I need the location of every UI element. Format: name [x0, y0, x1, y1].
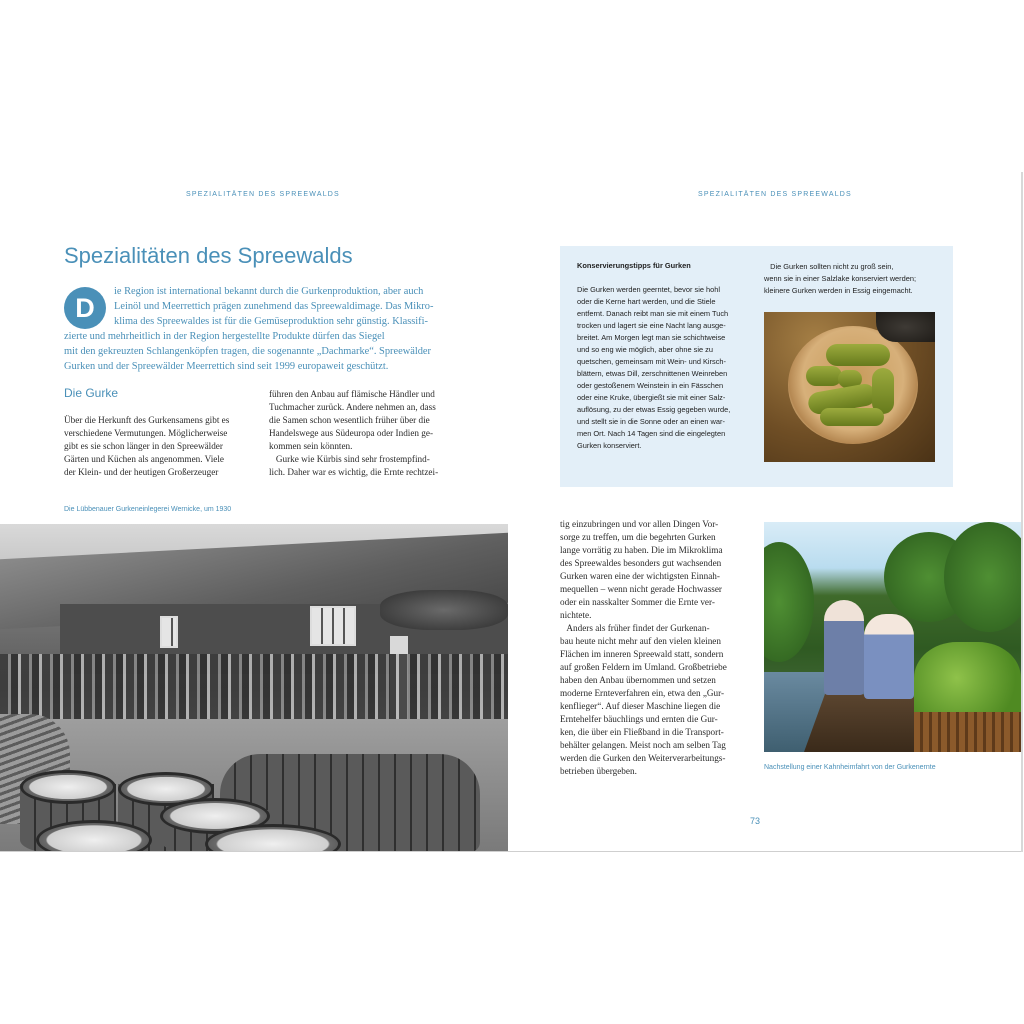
body-line: kommen sein könnten.	[269, 441, 353, 451]
photo-tree	[944, 522, 1021, 632]
body-line: Gurke wie Kürbis sind sehr frostempfind-	[269, 454, 430, 464]
dropcap: D	[64, 287, 106, 329]
photo-window	[310, 606, 356, 646]
photo-workers-crowd	[0, 654, 508, 724]
body-line: haben den Anbau übernommen und setzen	[560, 675, 716, 685]
body-line: tig einzubringen und vor allen Dingen Vor-	[560, 519, 719, 529]
box-line: Gurken konserviert.	[577, 441, 642, 450]
box-line: wenn sie in einer Salzlake konserviert werden;	[764, 274, 916, 283]
page-title: Spezialitäten des Spreewalds	[64, 243, 353, 268]
body-line: Tuchmacher zurück. Andere nehmen an, dass	[269, 402, 436, 412]
photo-pickle	[820, 408, 884, 426]
body-line: der Klein- und der heutigen Großerzeuger	[64, 467, 219, 477]
body-line: lange vorrätig zu haben. Die im Mikroklima	[560, 545, 723, 555]
body-line: Über die Herkunft des Gurkensamens gibt es	[64, 415, 230, 425]
caption-boat-photo: Nachstellung einer Kahnheimfahrt von der Gurkenernte	[764, 764, 936, 771]
photo-basket	[914, 712, 1021, 752]
spreewald-boat-harvest-photo	[764, 522, 1021, 752]
box-line: men Ort. Nach 14 Tagen sind die eingelegten	[577, 429, 726, 438]
intro-line: mit den gekreuzten Schlangenköpfen tragen, die sogenannte „Dachmarke“. Spreewälder	[64, 346, 431, 357]
pickles-in-pot-photo	[764, 312, 935, 462]
photo-barrel-top	[20, 770, 116, 804]
photo-pickle	[806, 366, 842, 386]
photo-pickle	[826, 344, 890, 366]
body-line: ken, die über ein Fließband in die Transport-	[560, 727, 724, 737]
body-line: verschiedene Vermutungen. Möglicherweise	[64, 428, 228, 438]
body-line: behälter gelangen. Meist noch am selben Tag	[560, 740, 726, 750]
body-line: die Samen schon wesentlich früher über die	[269, 415, 430, 425]
body-line: nichtete.	[560, 610, 592, 620]
historical-pickle-factory-photo	[0, 524, 508, 852]
body-line: werden die Gurken den Weiterverarbeitungs-	[560, 753, 726, 763]
page-number: 73	[750, 816, 761, 826]
running-head-left: SPEZIALITÄTEN DES SPREEWALDS	[186, 191, 340, 198]
box-title: Konservierungstipps für Gurken	[577, 261, 691, 270]
intro-line: Gurken und der Spreewälder Meerrettich sind seit 1999 europaweit geschützt.	[64, 361, 389, 372]
body-line: des Spreewaldes besonders gut wachsenden	[560, 558, 722, 568]
intro-line: zierte und mehrheitlich in der Region hergestellte Produkte dürfen das Siegel	[64, 331, 385, 342]
body-line: Handelswege aus Südeuropa oder Indien ge-	[269, 428, 434, 438]
body-line: oder ein nasskalter Sommer die Ernte ver-	[560, 597, 715, 607]
body-line: führen den Anbau auf flämische Händler und	[269, 389, 435, 399]
box-line: oder gestoßenem Weinstein in ein Fässchen	[577, 381, 724, 390]
photo-bowl	[876, 312, 935, 342]
page-bottom-edge	[0, 851, 1021, 852]
intro-line: klima des Spreewaldes ist für die Gemüseproduktion sehr günstig. Klassifi-	[114, 316, 428, 327]
box-line: trocken und lagert sie eine Nacht lang ausge-	[577, 321, 726, 330]
box-line: und so eng wie möglich, aber ohne sie zu	[577, 345, 713, 354]
box-line: auflösung, zu der etwas Essig gegeben wurde,	[577, 405, 731, 414]
intro-line: ie Region ist international bekannt durch die Gurkenproduktion, aber auch	[114, 286, 424, 297]
box-line: oder die Kerne hart werden, und die Stiele	[577, 297, 716, 306]
photo-woman	[824, 600, 864, 695]
box-line: blättern, etwas Dill, zerschnittenen Weinreben	[577, 369, 728, 378]
body-line: bau heute nicht mehr auf den vielen kleinen	[560, 636, 721, 646]
box-line: entfernt. Danach reibt man sie mit einem Tuch	[577, 309, 729, 318]
body-line: Gärten und Küchen als angenommen. Viele	[64, 454, 225, 464]
box-line: und stellt sie in die Sonne oder an einen war-	[577, 417, 725, 426]
box-line: Die Gurken werden geerntet, bevor sie hohl	[577, 285, 720, 294]
box-line: breitet. Am Morgen legt man sie schichtweise	[577, 333, 726, 342]
body-line: Erntehelfer bäuchlings und ernten die Gur-	[560, 714, 718, 724]
body-line: auf großen Feldern im Umland. Großbetriebe	[560, 662, 727, 672]
body-line: betrieben übergeben.	[560, 766, 637, 776]
photo-window	[160, 616, 178, 648]
photo-barrel-top	[36, 820, 152, 852]
photo-tree	[764, 542, 814, 662]
body-line: moderne Ernteverfahren ein, etwa den „Gur-	[560, 688, 725, 698]
photo-foliage	[380, 590, 508, 630]
photo-woman	[864, 614, 914, 699]
body-line: sorge zu treffen, um die begehrten Gurken	[560, 532, 716, 542]
box-line: Die Gurken sollten nicht zu groß sein,	[764, 262, 894, 271]
section-heading: Die Gurke	[64, 386, 119, 400]
body-line: Flächen im inneren Spreewald statt, sondern	[560, 649, 724, 659]
box-line: kleinere Gurken werden in Essig eingemacht.	[764, 286, 913, 295]
box-line: oder eine Kruke, übergießt sie mit einer Salz-	[577, 393, 726, 402]
intro-line: Leinöl und Meerrettich prägen zunehmend das Spreewaldimage. Das Mikro-	[114, 301, 434, 312]
running-head-right: SPEZIALITÄTEN DES SPREEWALDS	[698, 191, 852, 198]
body-line: lich. Daher war es wichtig, die Ernte rechtzei-	[269, 467, 439, 477]
body-line: kenflieger“. Auf dieser Maschine liegen die	[560, 701, 721, 711]
box-line: quetschen, gemeinsam mit Wein- und Kirsch-	[577, 357, 726, 366]
page-edge	[1021, 172, 1023, 852]
caption-historical-photo: Die Lübbenauer Gurkeneinlegerei Wernicke, um 1930	[64, 506, 232, 513]
body-line: Gurken waren eine der wichtigsten Einnah-	[560, 571, 720, 581]
body-line: mequellen – wenn nicht gerade Hochwasser	[560, 584, 722, 594]
body-line: gibt es sie schon länger in den Spreewälder	[64, 441, 223, 451]
body-line: Anders als früher findet der Gurkenan-	[560, 623, 710, 633]
